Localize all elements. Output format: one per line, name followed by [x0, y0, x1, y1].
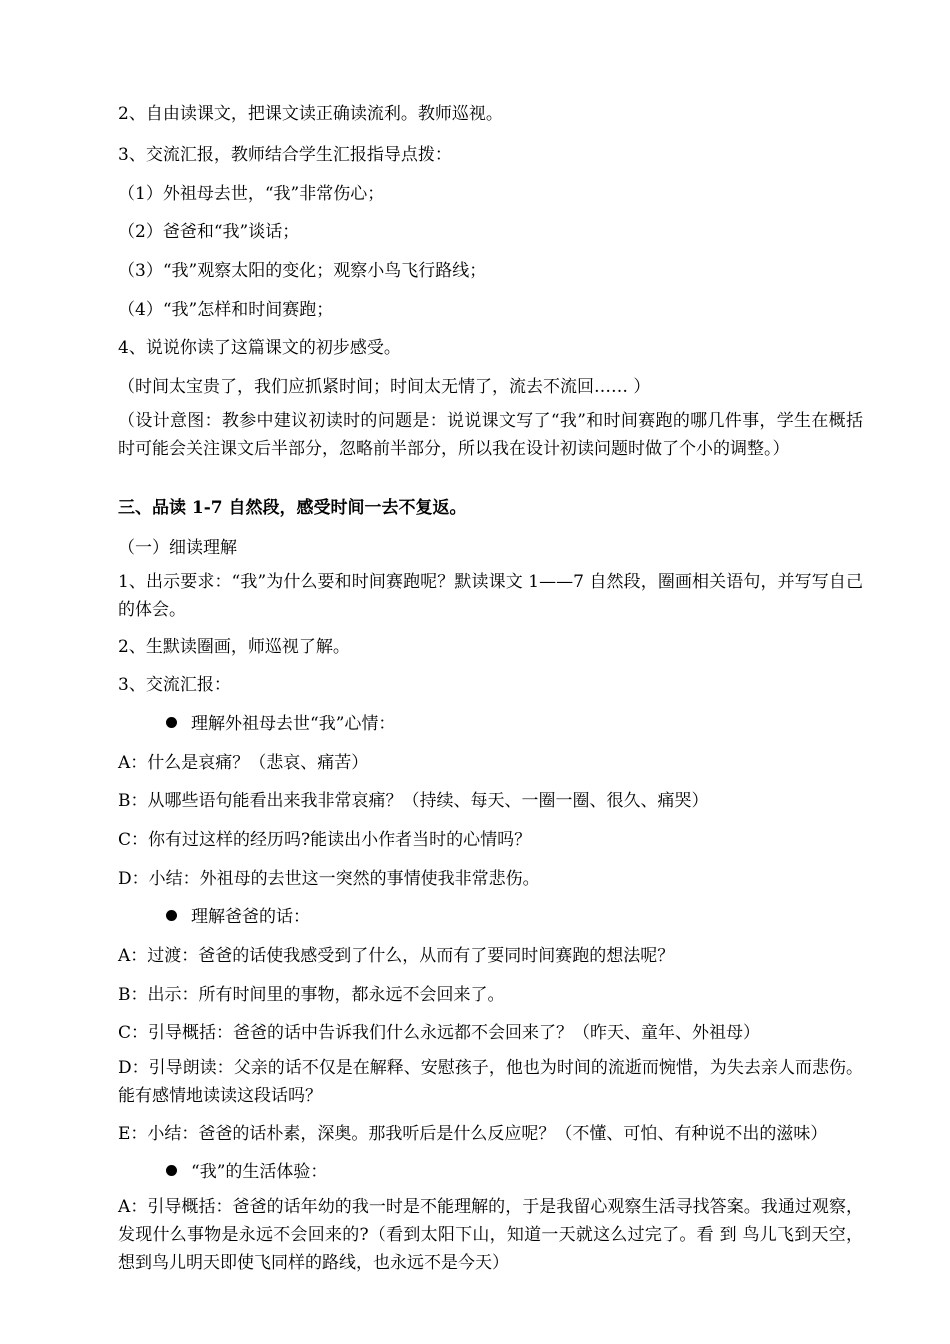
section-3-heading: 三、品读 1-7 自然段，感受时间一去不复返。 [118, 498, 467, 518]
step-1-requirement: 1、出示要求：“我”为什么要和时间赛跑呢？默读课文 1——7 自然段，圈画相关语句，并写写自己的体会。 [118, 572, 863, 620]
father-a: A：过渡：爸爸的话使我感受到了什么，从而有了要同时间赛跑的想法呢？ [118, 946, 675, 966]
bullet-text: 理解外祖母去世“我”心情： [191, 714, 396, 734]
grandmother-b: B：从哪些语句能看出来我非常哀痛？（持续、每天、一圈一圈、很久、痛哭） [118, 791, 709, 811]
grandmother-a: A：什么是哀痛？（悲哀、痛苦） [118, 753, 369, 773]
step-3-report: 3、交流汇报，教师结合学生汇报指导点拨： [118, 145, 452, 165]
point-2-father-talk: （2）爸爸和“我”谈话； [118, 222, 300, 242]
subsection-heading: （一）细读理解 [118, 538, 237, 558]
design-intent-note: （设计意图：教参中建议初读时的问题是：说说课文写了“我”和时间赛跑的哪几件事，学生在概括时可能会关注课文后半部分，忽略前半部分，所以我在设计初读问题时做了个小的调整。） [118, 411, 863, 459]
bullet-icon [166, 1165, 177, 1176]
bullet-text: “我”的生活体验： [191, 1162, 328, 1182]
bullet-item-father [166, 906, 310, 928]
step-2-silent-reading: 2、生默读圈画，师巡视了解。 [118, 637, 350, 657]
bullet-item-grandmother [166, 713, 395, 735]
step-2-free-reading: 2、自由读课文，把课文读正确读流利。教师巡视。 [118, 104, 503, 124]
life-experience-a: A：引导概括：爸爸的话年幼的我一时是不能理解的，于是我留心观察生活寻找答案。我通过观察，发现什么事物是永远不会回来的?（看到太阳下山，知道一天就这么过完了。看 到 鸟儿飞到天空，想到鸟儿明天即使飞同样的路线，也永远不是今天） [118, 1197, 863, 1273]
feelings-answer: （时间太宝贵了，我们应抓紧时间；时间太无情了，流去不流回…… ） [118, 377, 651, 397]
step-4-feelings: 4、说说你读了这篇课文的初步感受。 [118, 338, 401, 358]
point-1-grandmother: （1）外祖母去世，“我”非常伤心； [118, 184, 385, 204]
grandmother-d: D：小结：外祖母的去世这一突然的事情使我非常悲伤。 [118, 869, 540, 889]
father-d: D：引导朗读：父亲的话不仅是在解释、安慰孩子，他也为时间的流逝而惋惜，为失去亲人而悲伤。能有感情地读读这段话吗？ [118, 1058, 863, 1106]
father-e: E：小结：爸爸的话朴素，深奥。那我听后是什么反应呢？（不懂、可怕、有种说不出的滋味） [118, 1124, 828, 1144]
bullet-item-life-experience [166, 1161, 327, 1183]
bullet-icon [166, 910, 177, 921]
point-3-observation: （3）“我”观察太阳的变化；观察小鸟飞行路线； [118, 261, 487, 281]
step-3-report-heading: 3、交流汇报： [118, 675, 231, 695]
father-b: B：出示：所有时间里的事物，都永远不会回来了。 [118, 985, 505, 1005]
grandmother-c: C：你有过这样的经历吗?能读出小作者当时的心情吗？ [118, 830, 532, 850]
point-4-race-time: （4）“我”怎样和时间赛跑； [118, 300, 334, 320]
bullet-text: 理解爸爸的话： [191, 907, 310, 927]
father-c: C：引导概括：爸爸的话中告诉我们什么永远都不会回来了？（昨天、童年、外祖母） [118, 1023, 761, 1043]
bullet-icon [166, 717, 177, 728]
